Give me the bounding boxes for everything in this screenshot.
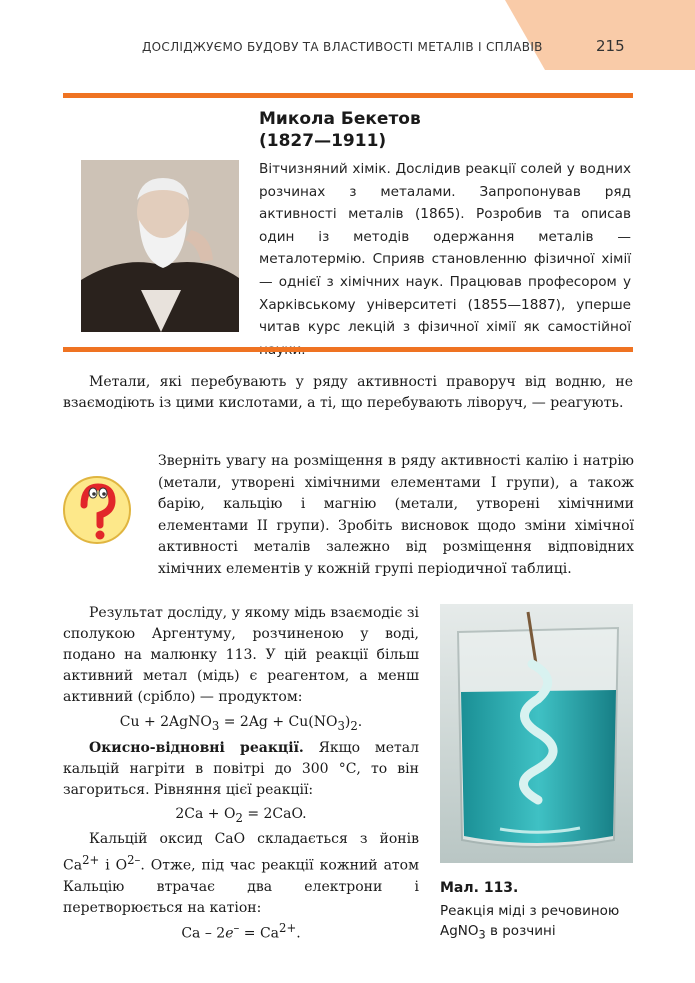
bio-text: Вітчизняний хімік. Дослідив реакції солей у водних розчинах з металами. Запропонував ряд активності металів (1865). Розробив та описав один із методів одержання металів — металотермію. Сприяв становленню фізичної хімії — однієї з хімічних наук. Працював професором у Харківському університеті (1855—1887), уперше читав курс лекцій з фізичної хімії як самостійної <box>259 161 631 336</box>
paragraph-redox: Окисно-відновні реакції. Якщо метал кальцій нагріти в повітрі до 300 °С, то він загориться. Рівняння цієї реакції: <box>63 740 419 798</box>
top-rule <box>63 93 633 98</box>
page-corner-decoration <box>505 0 695 70</box>
beaker-photo <box>440 604 633 863</box>
figure-label: Мал. 113. <box>440 880 519 896</box>
equation-ca-o2: $2Ca + O_2 = 2CaO$. <box>175 806 307 825</box>
paragraph-activity: Метали, які перебувають у ряду активності праворуч від водню, не взаємодіють із цими кислотами, а ті, що перебувають ліворуч, — реагують. <box>63 374 633 411</box>
bio-name-block <box>259 108 559 152</box>
figure-caption: Реакція міді з речовиною AgNO$_3$ в розчині <box>440 903 620 942</box>
note-text: Зверніть увагу на розміщення в ряду активності калію і натрію (метали, утворені хімічними елементами I групи), а також барію, кальцію і магнію (метали, утворені хімічними елементами II групи). Зробіть висновок щодо зміни хімічної активності металів залежно від розміщення відповідних хімічних елементів у кожній групі періодичної таблиці. <box>158 453 634 577</box>
question-mascot-icon <box>62 475 132 545</box>
page-number: 215 <box>596 37 625 55</box>
bio-years: (1827—1911) <box>259 131 387 151</box>
running-title: ДОСЛІДЖУЄМО БУДОВУ ТА ВЛАСТИВОСТІ МЕТАЛІВ І СПЛАВІВ <box>142 40 543 54</box>
bio-name: Микола Бекетов <box>259 109 421 129</box>
bottom-rule <box>63 347 633 352</box>
equation-ca-ion: $Ca - 2e^- = Ca^{2+}$. <box>181 921 301 942</box>
paragraph-experiment: Результат досліду, у якому мідь взаємодіє зі сполукою Аргентуму, розчиненою у воді, подано на малюнку 113. У цій реакції більш активний метал (мідь) є реагентом, а менш активний (срібло) — продуктом: <box>63 605 419 705</box>
portrait-photo <box>81 160 239 332</box>
paragraph-cao: Кальцій оксид CaO складається з йонів $Ca^{2+}$ і $O^{2-}$. Отже, під час реакції кожний атом Кальцію втрачає два електрони і перетворюється на катіон: <box>63 831 419 916</box>
equation-cu-agno3: Cu + 2AgNO$_3$ = $2Ag + Cu(NO_3)_2$. <box>119 714 363 733</box>
redox-heading: Окисно-відновні реакції. <box>89 740 304 756</box>
